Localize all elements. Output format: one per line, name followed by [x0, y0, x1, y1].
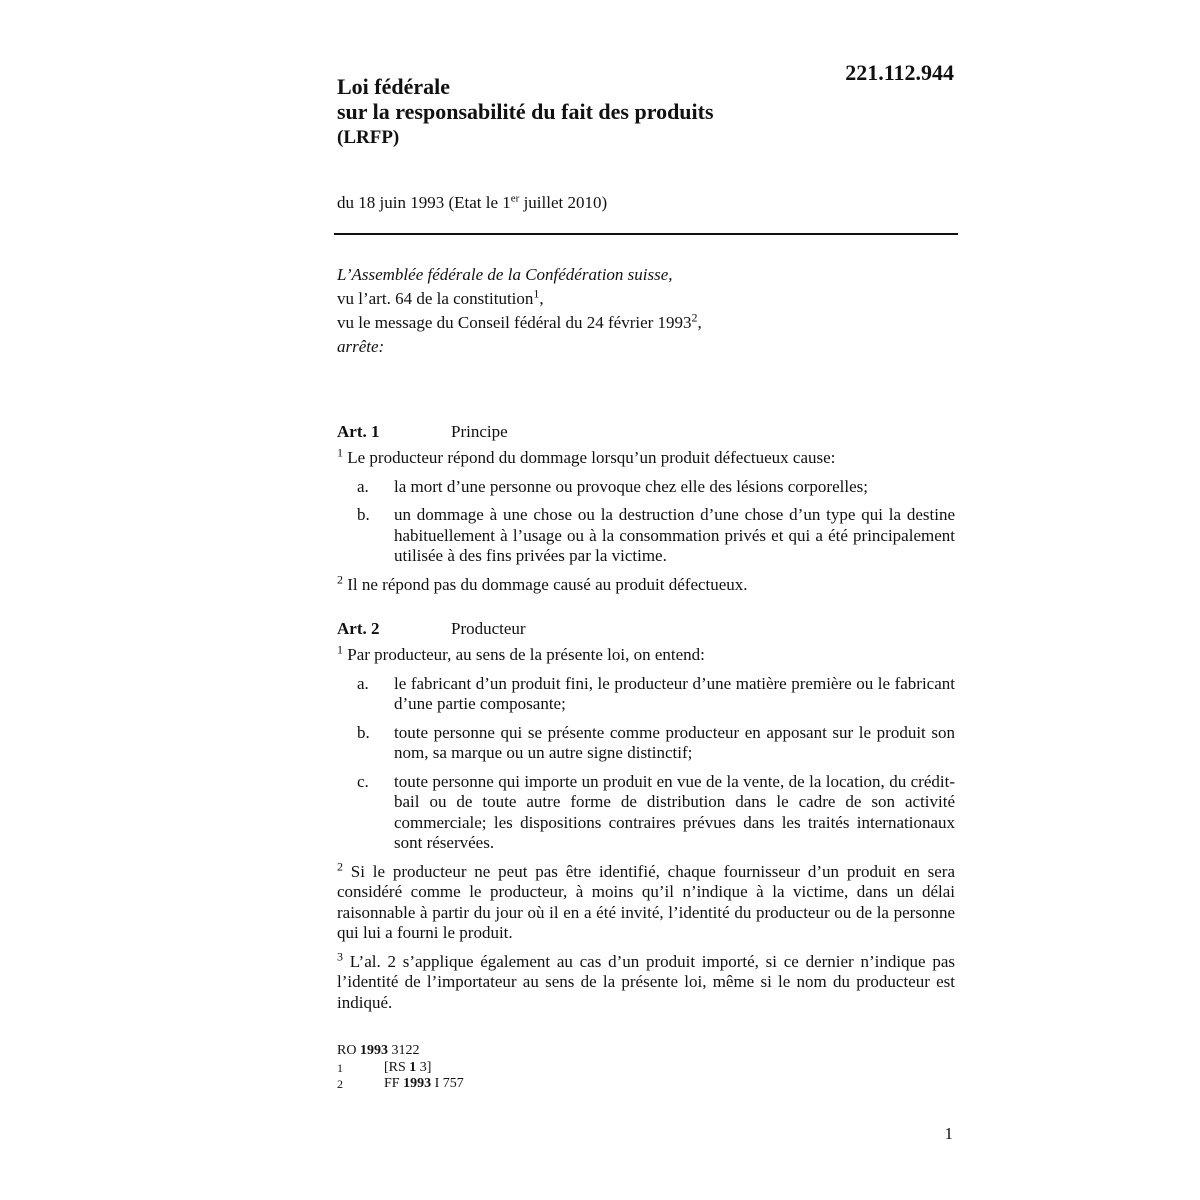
preamble-assembly: L’Assemblée fédérale de la Confédération suisse,: [337, 265, 673, 284]
footnote-2: 2 FF 1993 I 757: [337, 1076, 464, 1091]
law-date: [337, 192, 607, 214]
sr-number: 221.112.944: [845, 60, 954, 85]
list-item: a. la mort d’une personne ou provoque chez elle des lésions corporelles;: [357, 476, 868, 496]
footnote-ref-1[interactable]: 1: [533, 286, 540, 301]
list-item: b. un dommage à une chose ou la destruction d’une chose d’un type qui la destine habituellement à l’usage ou à la consommation privés et qui a été principalement utilisée à des fins privées par la victime.: [357, 505, 955, 565]
preamble-line-1: vu l’art. 64 de la constitution$^1$,: [337, 286, 544, 308]
footnote-ref-2[interactable]: 2: [691, 310, 698, 325]
preamble-line-2: vu le message du Conseil fédéral du 24 février 1993$^2$,: [337, 310, 702, 332]
article-title: Principe: [451, 422, 508, 441]
ro-reference: RO 1993 3122: [337, 1043, 420, 1058]
preamble: [337, 263, 702, 359]
page-number: 1: [944, 1124, 953, 1143]
article-paragraph: $^2$ Si le producteur ne peut pas être identifié, chaque fournisseur d’un produit en sera considéré comme le producteur, à moins qu’il n’indique à la victime, dans un délai raisonnable à partir du jour où il en a été invité, l’identité du producteur ou de la personne qui lui a fourni le produit.: [337, 858, 955, 942]
articles-body: [337, 420, 955, 1021]
article-2: [337, 617, 955, 1013]
article-paragraph: $^2$ Il ne répond pas du dommage causé au produit défectueux.: [337, 571, 748, 594]
article-header: [337, 420, 955, 444]
article-title: Producteur: [451, 619, 526, 638]
article-number: Art. 1: [337, 422, 380, 441]
list-item: c. toute personne qui importe un produit en vue de la vente, de la location, du crédit-bail ou de toute autre forme de distribution dans le cadre de son activité commerciale; les dispositions contraires prévues dans les traités internationaux sont réservées.: [357, 771, 955, 852]
footnotes: [337, 1042, 464, 1092]
article-paragraph: $^1$ Par producteur, au sens de la présente loi, on entend:: [337, 642, 705, 664]
law-title: [337, 74, 714, 151]
list-item: a. le fabricant d’un produit fini, le producteur d’une matière première ou le fabricant d’une partie composante;: [357, 673, 955, 713]
article-header: [337, 617, 955, 641]
title-line-2: sur la responsabilité du fait des produits: [337, 99, 714, 124]
list-item: b. toute personne qui se présente comme producteur en apposant sur le produit son nom, sa marque ou un autre signe distinctif;: [357, 722, 955, 762]
footnote-1: 1 [RS 1 3]: [337, 1060, 432, 1075]
title-line-1: Loi fédérale: [337, 74, 451, 99]
article-number: Art. 2: [337, 619, 380, 638]
date-suffix: juillet 2010): [519, 193, 608, 212]
document-page: [336, 0, 958, 1200]
date-superscript: er: [510, 192, 520, 205]
preamble-decree: arrête:: [337, 337, 385, 356]
article-1: [337, 420, 955, 595]
header-divider: [334, 233, 958, 235]
date-prefix: du 18 juin 1993 (Etat le 1: [337, 193, 511, 212]
article-paragraph: $^3$ L’al. 2 s’applique également au cas d’un produit importé, si ce dernier n’indique pas l’identité de l’importateur au sens de la présente loi, même si le nom du producteur est indiqué.: [337, 948, 955, 1012]
article-paragraph: $^1$ Le producteur répond du dommage lorsqu’un produit défectueux cause:: [337, 445, 836, 467]
law-abbreviation: (LRFP): [337, 127, 400, 148]
